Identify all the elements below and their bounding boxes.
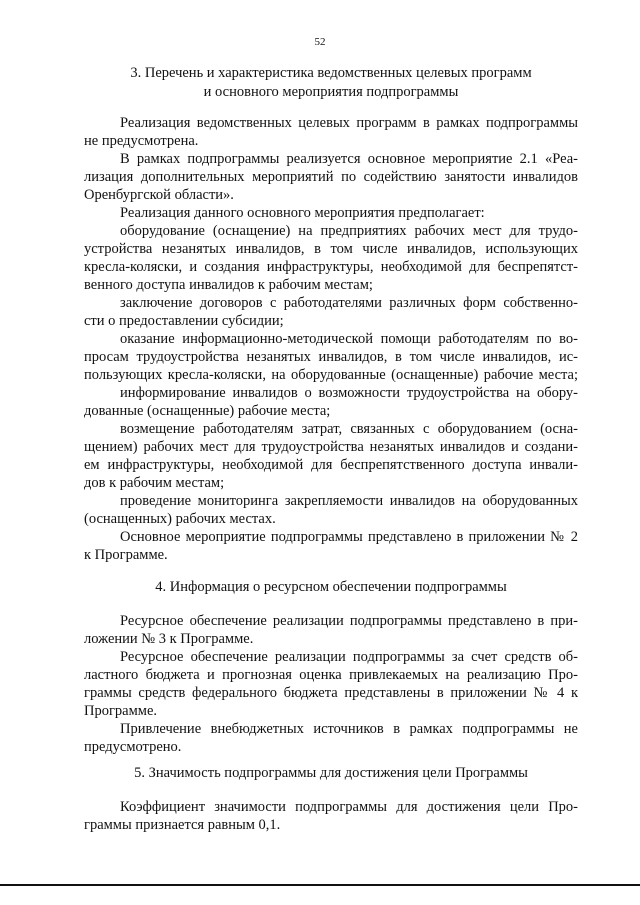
section3-title-line2: и основного мероприятия подпрограммы <box>203 84 459 100</box>
text-line: Ресурсное обеспечение реализации подпрограммы за счет средств об- <box>120 649 578 665</box>
text-line: не предусмотрена. <box>84 133 199 149</box>
text-line: Коэффициент значимости подпрограммы для достижения цели Про- <box>120 799 578 815</box>
text-line: ластного бюджета и прогнозная оценка привлекаемых на реализацию Про- <box>84 667 578 683</box>
text-line: оказание информационно-методической помощи работодателям по во- <box>120 331 578 347</box>
text-line: возмещение работодателям затрат, связанных с оборудованием (осна- <box>120 421 578 437</box>
page-number: 52 <box>314 36 326 48</box>
text-line: Программе. <box>84 703 158 719</box>
text-line: (оснащенных) рабочих местах. <box>84 511 276 527</box>
text-line: устройства незанятых инвалидов, в том числе инвалидов, использующих <box>84 241 578 257</box>
text-line: пользующих кресла-коляски, на оборудованные (оснащенные) рабочие места; <box>84 367 578 383</box>
section4-title: 4. Информация о ресурсном обеспечении подпрограммы <box>155 579 507 595</box>
text-line: щением) рабочих мест для трудоустройства незанятых инвалидов и создани- <box>84 439 578 455</box>
text-line: ем инфраструктуры, необходимой для беспрепятственного доступа инвали- <box>84 457 578 473</box>
text-line: дованные (оснащенные) рабочие места; <box>84 403 331 419</box>
text-line: информирование инвалидов о возможности трудоустройства на обору- <box>120 385 578 401</box>
text-line: заключение договоров с работодателями различных форм собственно- <box>120 295 578 311</box>
text-line: В рамках подпрограммы реализуется основное мероприятие 2.1 «Реа- <box>120 151 578 167</box>
text-line: сти о предоставлении субсидии; <box>84 313 284 329</box>
text-line: венного доступа инвалидов к рабочим местам; <box>84 277 373 293</box>
text-line: граммы признается равным 0,1. <box>84 817 281 833</box>
section5-title: 5. Значимость подпрограммы для достижения цели Программы <box>134 765 528 781</box>
text-line: оборудование (оснащение) на предприятиях рабочих мест для трудо- <box>120 223 578 239</box>
text-line: предусмотрено. <box>84 739 182 755</box>
text-line: проведение мониторинга закрепляемости инвалидов на оборудованных <box>120 493 578 509</box>
text-line: ложении № 3 к Программе. <box>84 631 254 647</box>
text-line: дов к рабочим местам; <box>84 475 225 491</box>
text-line: граммы средств федерального бюджета представлены в приложении № 4 к <box>84 685 578 701</box>
text-line: Оренбургской области». <box>84 187 234 203</box>
text-line: Основное мероприятие подпрограммы представлено в приложении № 2 <box>120 529 578 545</box>
text-line: Реализация ведомственных целевых программ в рамках подпрограммы <box>120 115 578 131</box>
text-line: просам трудоустройства незанятых инвалидов, в том числе инвалидов, ис- <box>84 349 578 365</box>
text-line: Привлечение внебюджетных источников в рамках подпрограммы не <box>120 721 578 737</box>
bottom-rule <box>0 884 640 886</box>
text-line: Ресурсное обеспечение реализации подпрограммы представлено в при- <box>120 613 578 629</box>
text-line: лизация дополнительных мероприятий по содействию занятости инвалидов <box>84 169 578 185</box>
text-line: кресла-коляски, и создания инфраструктуры, необходимой для беспрепятст- <box>84 259 578 275</box>
text-line: к Программе. <box>84 547 168 563</box>
text-line: Реализация данного основного мероприятия предполагает: <box>120 205 485 221</box>
section3-title-line1: 3. Перечень и характеристика ведомственных целевых программ <box>130 65 532 81</box>
